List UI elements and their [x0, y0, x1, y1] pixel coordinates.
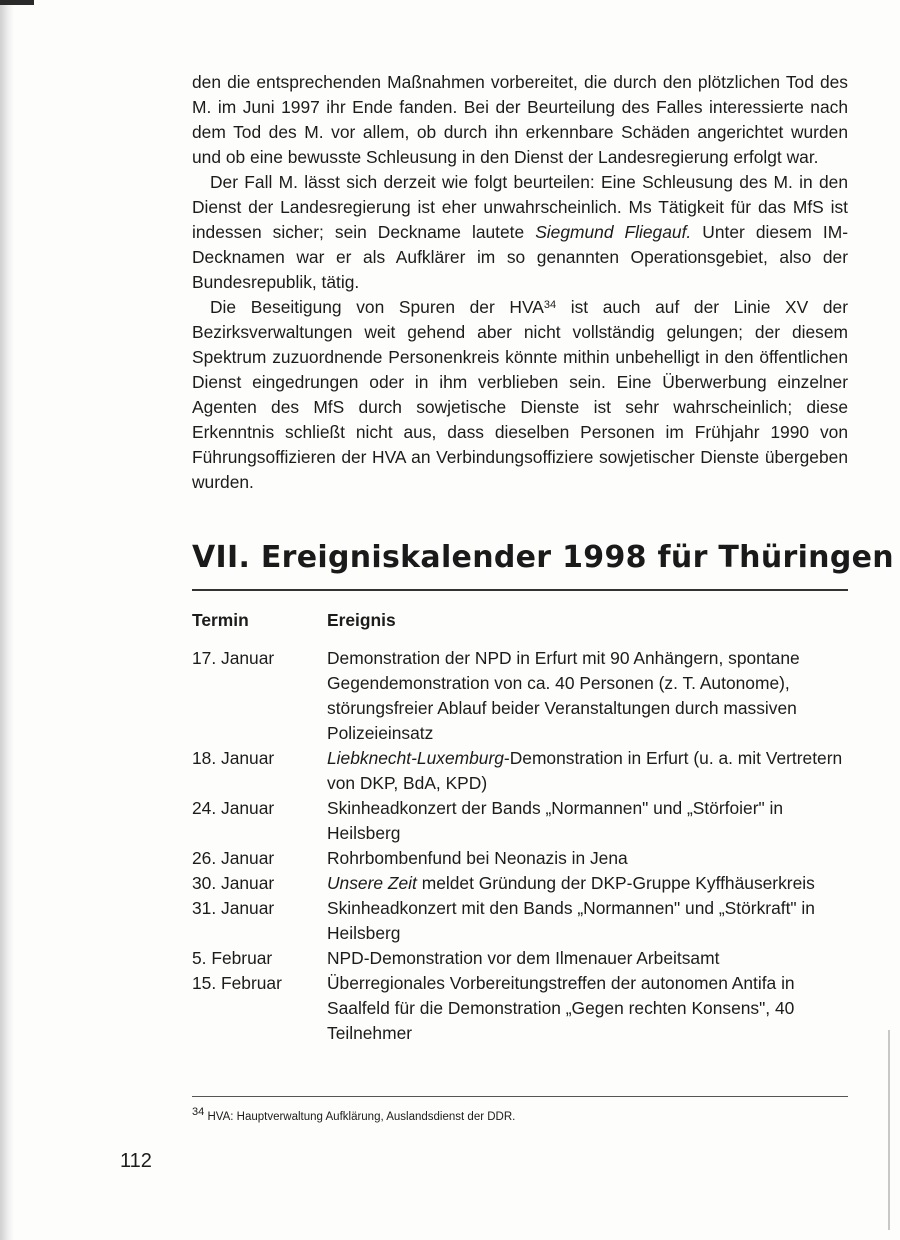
event-text: Überregionales Vorbereitungstreffen der autonomen Antifa in Saalfeld für die Demonstration „Gegen rechten Konsens", 40 Teilnehmer [327, 973, 795, 1043]
event-date: 24. Januar [192, 798, 275, 818]
scan-edge-shadow [0, 0, 14, 1240]
header-date: Termin [192, 610, 249, 630]
event-description [327, 646, 848, 746]
event-date: 15. Februar [192, 973, 282, 993]
event-description [327, 896, 848, 946]
event-text-tail: -Demonstration in Erfurt (u. a. mit Vertretern von DKP, BdA, KPD) [327, 748, 843, 793]
paragraph-3-text-a: Die Beseitigung von Spuren der HVA [210, 297, 544, 317]
paragraph-2-text-a: Der Fall M. lässt sich derzeit wie folgt beurteilen: Eine Schleusung des M. in den Dienst der Landesregierung ist eher unwahrscheinlich. Ms Tätigkeit für das MfS ist indessen sicher; sein Deckname lautete [192, 172, 848, 242]
event-date: 18. Januar [192, 748, 275, 768]
event-date: 26. Januar [192, 848, 275, 868]
footnote [192, 1106, 848, 1125]
event-description [327, 871, 848, 896]
event-date: 31. Januar [192, 898, 275, 918]
paragraph-2 [192, 170, 848, 295]
event-text-tail: meldet Gründung der DKP-Gruppe Kyffhäuserkreis [416, 873, 815, 893]
event-description [327, 946, 848, 971]
event-description [327, 846, 848, 871]
event-text: Skinheadkonzert mit den Bands „Normannen" und „Störkraft" in Heilsberg [327, 898, 815, 943]
paragraph-3 [192, 295, 848, 495]
event-description [327, 746, 848, 796]
body-text [192, 70, 848, 495]
table-row [192, 896, 848, 946]
paragraph-1: den die entsprechenden Maßnahmen vorbereitet, die durch den plötzlichen Tod des M. im Juni 1997 ihr Ende fanden. Bei der Beurteilung des Falles interessierte nach dem Tod des M. vor allem, ob durch ihn erkennbare Schäden angerichtet wurden und ob eine bewusste Schleusung in den Dienst der Landesregierung erfolgt war. [192, 72, 848, 167]
event-calendar-table [192, 608, 848, 1046]
event-date: 5. Februar [192, 948, 273, 968]
heading-rule [192, 589, 848, 591]
table-row [192, 946, 848, 971]
table-row [192, 971, 848, 1046]
scan-edge-line [888, 1030, 890, 1230]
table-row [192, 646, 848, 746]
footnote-number: 34 [192, 1106, 205, 1118]
table-header-row [192, 608, 848, 646]
footnote-rule [192, 1096, 848, 1097]
paragraph-3-text-b: ist auch auf der Linie XV der Bezirksverwaltungen weit gehend aber nicht vollständig gelungen; der diesem Spektrum zuzuordnende Personenkreis könnte mithin unbehelligt in den öffentlichen Dienst eingedrungen oder in ihm verblieben sein. Eine Überwerbung einzelner Agenten des MfS durch sowjetische Dienste ist sehr wahrscheinlich; diese Erkenntnis schließt nicht aus, dass dieselben Personen im Frühjahr 1990 von Führungsoffizieren der HVA an Verbindungsoffiziere sowjetischer Dienste übergeben wurden. [192, 297, 849, 492]
event-text: Demonstration der NPD in Erfurt mit 90 Anhängern, spontane Gegendemonstration von ca. 40 Personen (z. T. Autonome), störungsfreier Ablauf beider Veranstaltungen durch massiven Polizeieinsatz [327, 648, 800, 743]
event-text: NPD-Demonstration vor dem Ilmenauer Arbeitsamt [327, 948, 720, 968]
footnote-text: HVA: Hauptverwaltung Aufklärung, Auslandsdienst der DDR. [207, 1111, 516, 1123]
footnote-reference: 34 [543, 299, 557, 311]
event-text: Skinheadkonzert der Bands „Normannen" und „Störfoier" in Heilsberg [327, 798, 784, 843]
scan-corner-mark [0, 0, 34, 5]
codename: Siegmund Fliegauf. [535, 222, 692, 242]
chapter-heading: VII. Ereigniskalender 1998 für Thüringen [192, 540, 894, 575]
table-row [192, 871, 848, 896]
table-row [192, 796, 848, 846]
header-event: Ereignis [327, 610, 396, 630]
paragraph-2-text-b: Unter diesem IM-Decknamen war er als Aufklärer im so genannten Operationsgebiet, also der Bundesrepublik, tätig. [192, 222, 849, 292]
event-text: Rohrbombenfund bei Neonazis in Jena [327, 848, 628, 868]
event-text-italic: Unsere Zeit [327, 873, 417, 893]
event-date: 17. Januar [192, 648, 275, 668]
table-row [192, 846, 848, 871]
event-date: 30. Januar [192, 873, 275, 893]
page-number: 112 [120, 1150, 152, 1172]
event-description [327, 971, 848, 1046]
event-text-italic: Liebknecht-Luxemburg [327, 748, 504, 768]
event-description [327, 796, 848, 846]
table-row [192, 746, 848, 796]
